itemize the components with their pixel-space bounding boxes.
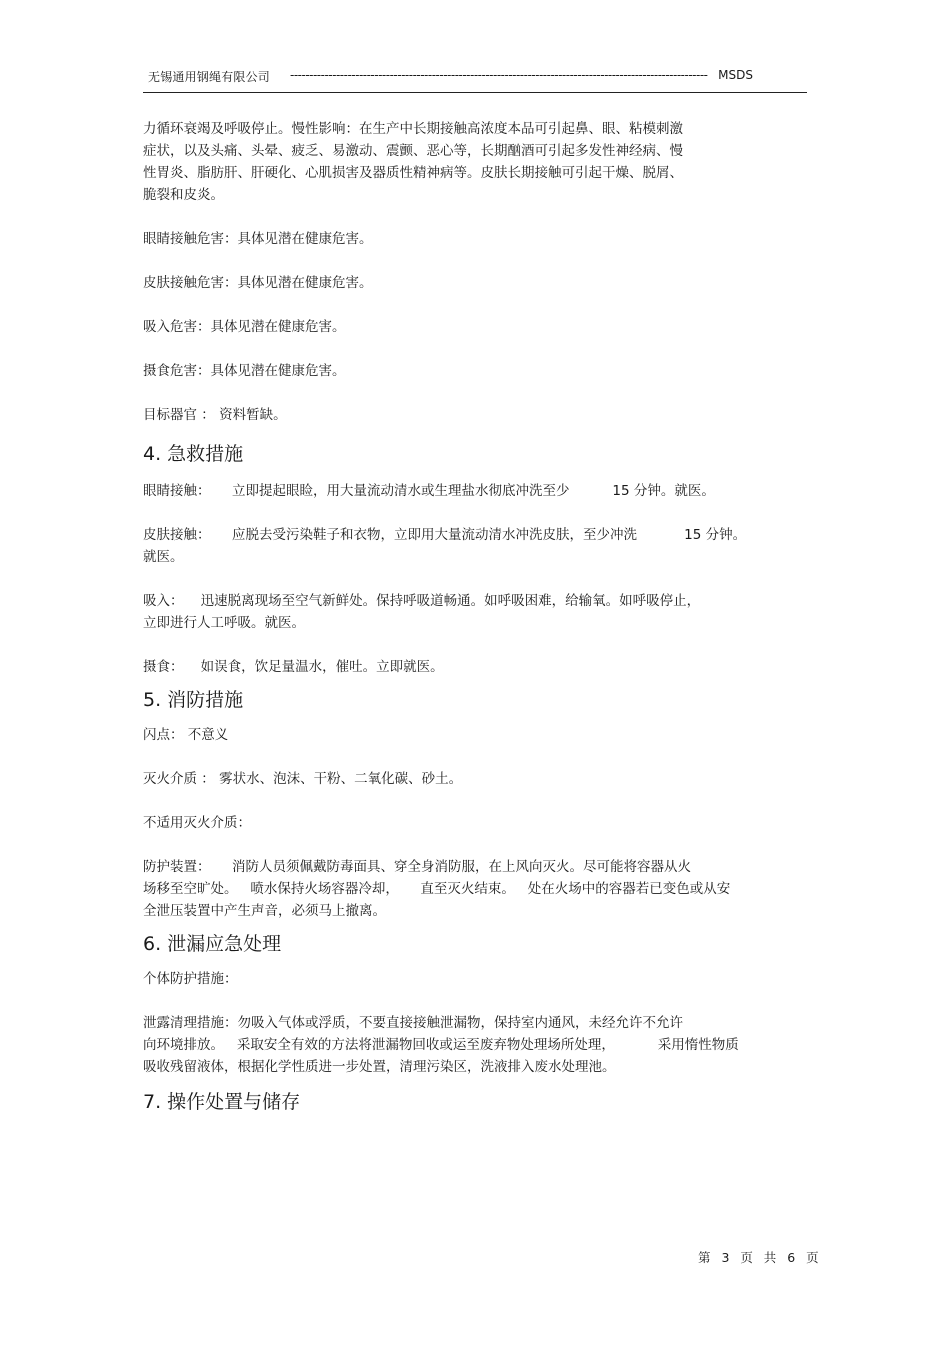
skin-contact-hazard: 皮肤接触危害：具体见潜在健康危害。	[143, 275, 373, 291]
text-line: 立即进行人工呼吸。就医。	[143, 615, 305, 631]
text-line: 吸入： 迅速脱离现场至空气新鲜处。保持呼吸道畅通。如呼吸困难，给输氧。如呼吸停止，	[143, 593, 701, 609]
header-dash-rule: -------------------------------------------------------------------------------------------------------------	[290, 68, 708, 82]
document-type: MSDS	[718, 68, 753, 82]
extinguishing-media: 灭火介质 ： 雾状水、泡沫、干粉、二氧化碳、砂土。	[143, 771, 463, 787]
first-aid-eye: 眼睛接触： 立即提起眼睑，用大量流动清水或生理盐水彻底冲洗至少 15 分钟。就医。	[143, 483, 715, 499]
first-aid-skin	[143, 524, 807, 568]
fire-protective-equipment	[143, 856, 807, 922]
spill-cleanup	[143, 1012, 807, 1078]
first-aid-inhalation	[143, 590, 807, 634]
first-aid-ingestion: 摄食： 如误食，饮足量温水，催吐。立即就医。	[143, 659, 444, 675]
target-organ: 目标器官 ： 资料暂缺。	[143, 407, 287, 423]
company-name: 无锡通用钢绳有限公司	[148, 70, 271, 84]
text-line: 就医。	[143, 549, 184, 565]
text-line: 向环境排放。 采取安全有效的方法将泄漏物回收或运至废弃物处理场所处理， 采用惰性物质	[143, 1037, 739, 1053]
chronic-effects-paragraph	[143, 118, 807, 206]
text-line: 脆裂和皮炎。	[143, 187, 224, 203]
text-line: 场移至空旷处。 喷水保持火场容器冷却， 直至灭火结束。 处在火场中的容器若已变色或从安	[143, 881, 731, 897]
text-line: 防护装置： 消防人员须佩戴防毒面具、穿全身消防服，在上风向灭火。尽可能将容器从火	[143, 859, 691, 875]
section-5-heading: 5. 消防措施	[143, 689, 244, 711]
unsuitable-media: 不适用灭火介质：	[143, 815, 251, 831]
text-line: 症状，以及头痛、头晕、疲乏、易激动、震颤、恶心等，长期酗酒可引起多发性神经病、慢	[143, 143, 683, 159]
inhalation-hazard: 吸入危害：具体见潜在健康危害。	[143, 319, 346, 335]
text-line: 全泄压装置中产生声音，必须马上撤离。	[143, 903, 386, 919]
ingestion-hazard: 摄食危害：具体见潜在健康危害。	[143, 363, 346, 379]
text-line: 吸收残留液体，根据化学性质进一步处置，清理污染区，洗液排入废水处理池。	[143, 1059, 616, 1075]
section-6-heading: 6. 泄漏应急处理	[143, 933, 282, 955]
text-line: 泄露清理措施：勿吸入气体或浮质，不要直接接触泄漏物，保持室内通风，未经允许不允许	[143, 1015, 683, 1031]
section-4-heading: 4. 急救措施	[143, 443, 244, 465]
personal-protection: 个体防护措施：	[143, 971, 238, 987]
text-line: 力循环衰竭及呼吸停止。慢性影响：在生产中长期接触高浓度本品可引起鼻、眼、粘模刺激	[143, 121, 683, 137]
text-line: 皮肤接触： 应脱去受污染鞋子和衣物，立即用大量流动清水冲洗皮肤，至少冲洗 15 分钟。	[143, 527, 747, 543]
page-header	[143, 66, 807, 93]
document-body	[143, 118, 807, 1116]
section-7-heading: 7. 操作处置与储存	[143, 1091, 301, 1113]
eye-contact-hazard: 眼睛接触危害：具体见潜在健康危害。	[143, 231, 373, 247]
page-number: 第 3 页 共 6 页	[698, 1250, 820, 1265]
text-line: 性胃炎、脂肪肝、肝硬化、心肌损害及器质性精神病等。皮肤长期接触可引起干燥、脱屑、	[143, 165, 683, 181]
flash-point: 闪点： 不意义	[143, 727, 229, 743]
